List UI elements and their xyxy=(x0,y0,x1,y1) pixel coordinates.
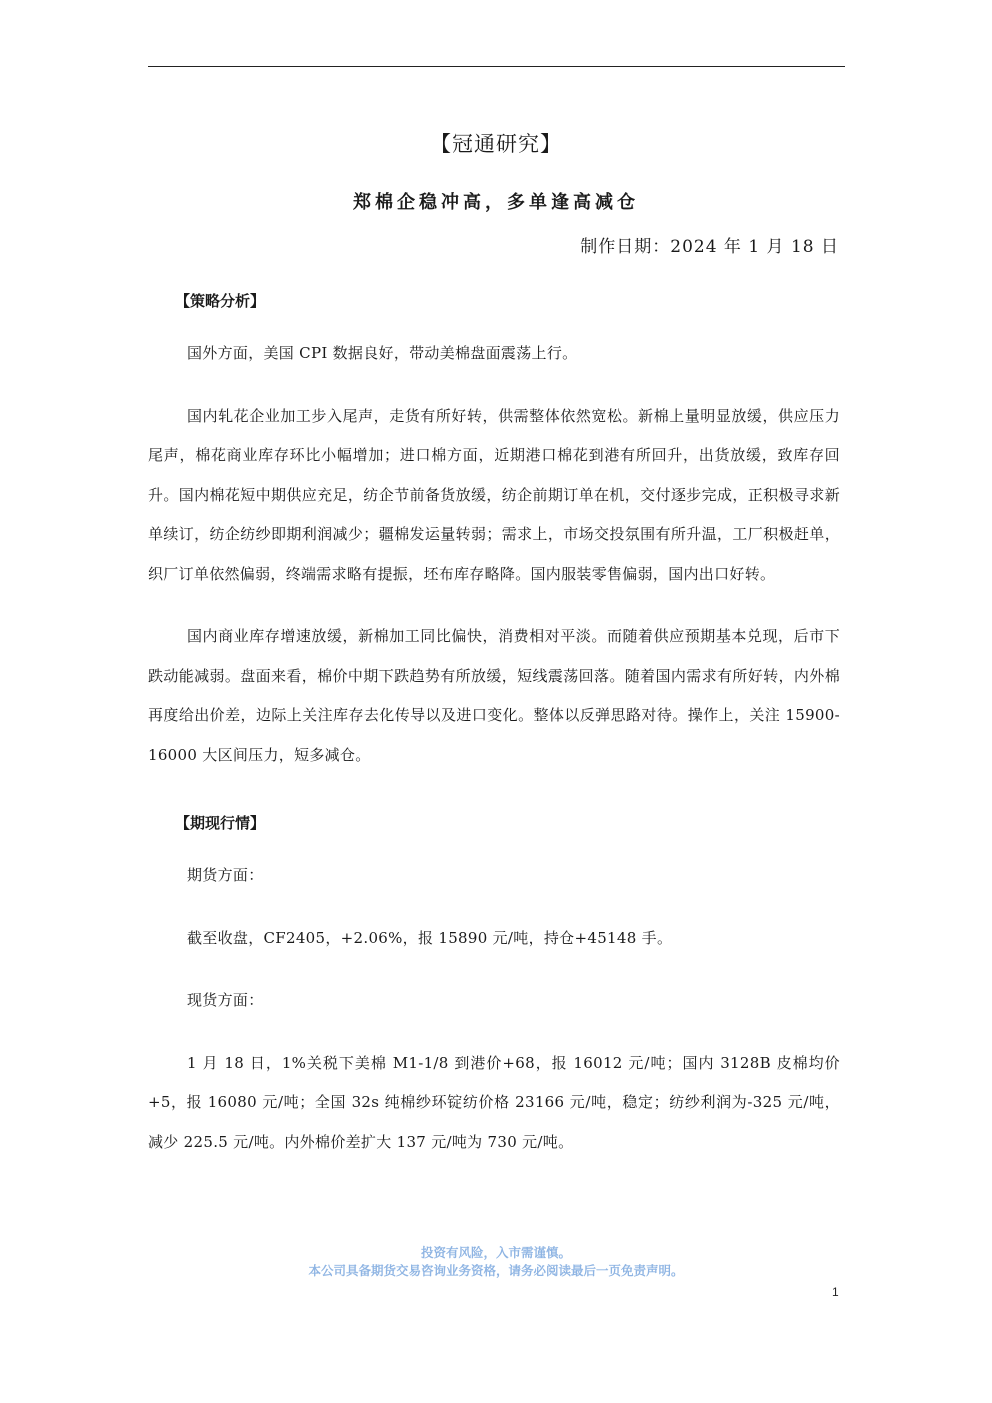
section-heading-market: 【期现行情】 xyxy=(175,814,266,832)
document-body xyxy=(148,276,840,1162)
futures-text: 截至收盘，CF2405，+2.06%，报 15890 元/吨，持仓+45148 手。 xyxy=(187,928,673,947)
page-footer xyxy=(0,1244,992,1280)
disclaimer-notice: 本公司具备期货交易咨询业务资格，请务必阅读最后一页免责声明。 xyxy=(308,1263,684,1278)
risk-notice: 投资有风险，入市需谨慎。 xyxy=(420,1245,571,1260)
page-number: 1 xyxy=(832,1285,839,1299)
org-title: 【冠通研究】 xyxy=(430,132,562,156)
header-rule xyxy=(148,66,845,67)
spot-label: 现货方面： xyxy=(187,991,264,1009)
futures-label: 期货方面： xyxy=(187,866,264,884)
document-title: 郑棉企稳冲高，多单逢高减仓 xyxy=(353,192,639,213)
strategy-paragraph-2: 国内轧花企业加工步入尾声，走货有所好转，供需整体依然宽松。新棉上量明显放缓，供应压力尾声，棉花商业库存环比小幅增加；进口棉方面，近期港口棉花到港有所回升，出货放缓，致库存回升。国内棉花短中期供应充足，纺企节前备货放缓，纺企前期订单在机，交付逐步完成，正积极寻求新单续订，纺企纺纱即期利润减少；疆棉发运量转弱；需求上，市场交投氛围有所升温，工厂积极赶单，织厂订单依然偏弱，终端需求略有提振，坯布库存略降。国内服装零售偏弱，国内出口好转。 xyxy=(148,406,840,583)
strategy-paragraph-1: 国外方面，美国 CPI 数据良好，带动美棉盘面震荡上行。 xyxy=(187,344,578,362)
section-heading-strategy: 【策略分析】 xyxy=(175,292,266,310)
creation-date: 制作日期：2024 年 1 月 18 日 xyxy=(580,237,839,257)
strategy-paragraph-3: 国内商业库存增速放缓，新棉加工同比偏快，消费相对平淡。而随着供应预期基本兑现，后市下跌动能减弱。盘面来看，棉价中期下跌趋势有所放缓，短线震荡回落。随着国内需求有所好转，内外棉再度给出价差，边际上关注库存去化传导以及进口变化。整体以反弹思路对待。操作上，关注 15900-16000 大区间压力，短多减仓。 xyxy=(148,627,840,764)
spot-text: 1 月 18 日，1%关税下美棉 M1-1/8 到港价+68，报 16012 元/吨；国内 3128B 皮棉均价+5，报 16080 元/吨；全国 32s 纯棉纱环锭纺价格 23166 元/吨，稳定；纺纱利润为-325 元/吨，减少 225.5 元/吨。内外棉价差扩大 137 元/吨为 730 元/吨。 xyxy=(148,1053,840,1151)
